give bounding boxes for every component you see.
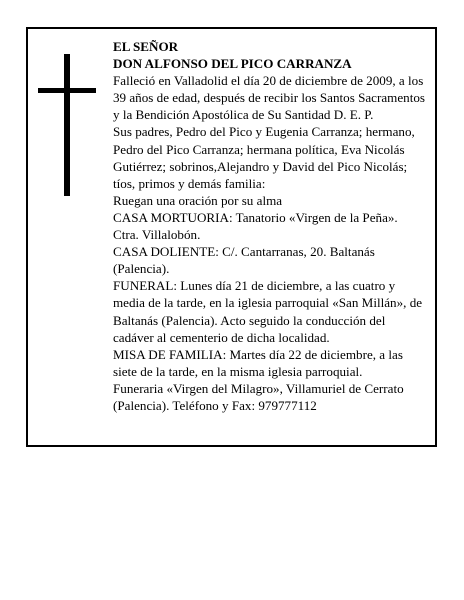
prayer-request: Ruegan una oración por su alma bbox=[113, 192, 283, 208]
notice-title-line1: EL SEÑOR bbox=[113, 39, 179, 54]
mortuary-info: CASA MORTUORIA: Tanatorio «Virgen de la Peña». Ctra. Villalobón. bbox=[113, 209, 398, 243]
family-home-info: CASA DOLIENTE: C/. Cantarranas, 20. Baltanás (Palencia). bbox=[113, 244, 375, 277]
funeral-home-contact: Funeraria «Virgen del Milagro», Villamuriel de Cerrato (Palencia). Teléfono y Fax: 979777112 bbox=[113, 380, 404, 413]
cross-upright bbox=[64, 54, 70, 196]
death-announcement: Falleció en Valladolid el día 20 de diciembre de 2009, a los 39 años de edad, después de recibir los Santos Sacramentos y la Bendición Apostólica de Su Santidad D. E. P. bbox=[113, 73, 425, 123]
latin-cross-icon bbox=[38, 54, 96, 196]
family-mass-info: MISA DE FAMILIA: Martes día 22 de diciembre, a las siete de la tarde, en la misma iglesia parroquial. bbox=[113, 346, 403, 379]
family-list: Sus padres, Pedro del Pico y Eugenia Carranza; hermano, Pedro del Pico Carranza; hermana política, Eva Nicolás Gutiérrez; sobrinos,Alejandro y David del Pico Nicolás; tíos, primos y demás familia: bbox=[113, 124, 415, 191]
cross-crossbar bbox=[38, 88, 96, 93]
obituary-text bbox=[113, 38, 425, 414]
deceased-name: DON ALFONSO DEL PICO CARRANZA bbox=[113, 56, 352, 72]
funeral-info: FUNERAL: Lunes día 21 de diciembre, a las cuatro y media de la tarde, en la iglesia parroquial «San Millán», de Baltanás (Palencia). Acto seguido la conducción del cadáver al cementerio de dicha localidad. bbox=[113, 278, 423, 345]
